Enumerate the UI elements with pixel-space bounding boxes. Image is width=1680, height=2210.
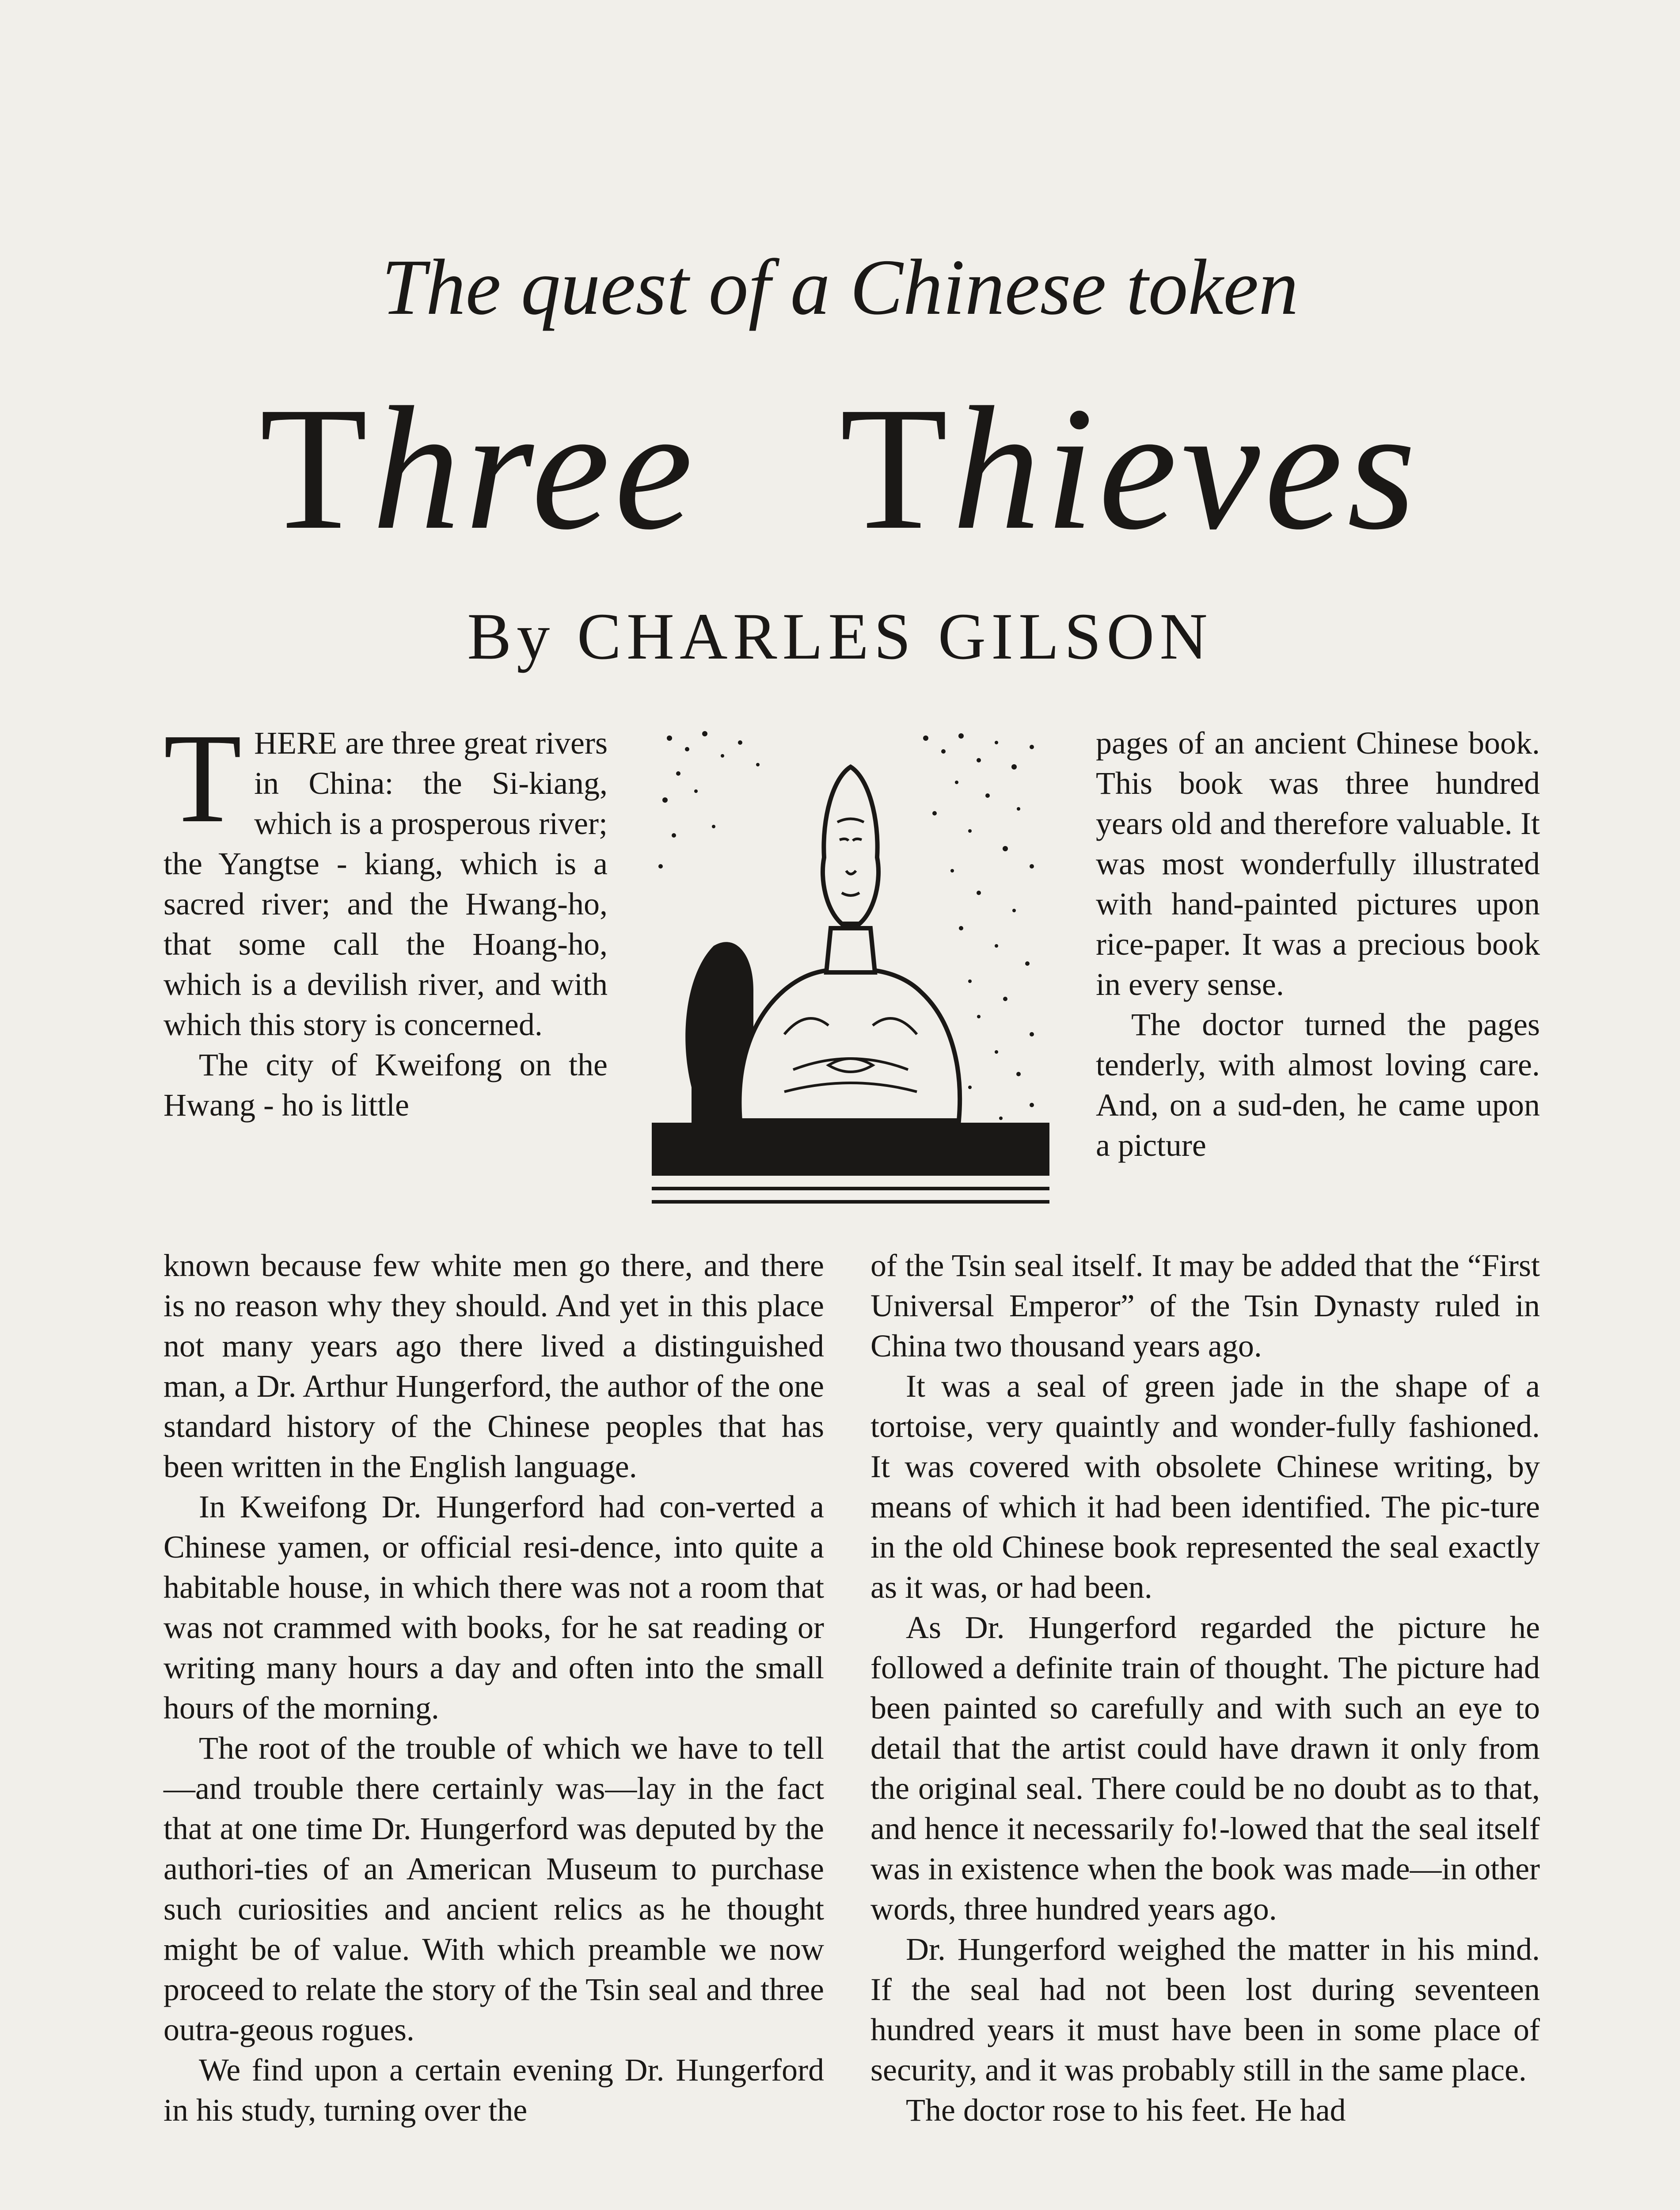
opening-text: HERE are three great rivers in China: the Si-kiang, which is a prosperous river; the Yangtse - kiang, which is a sacred river; and the Hwang-ho, that some call the Hoang-ho, which is a devilish river, and with which this story is concerned.: [163, 725, 608, 1042]
drop-cap: T: [163, 707, 242, 849]
title-word-hree: hree: [372, 370, 697, 566]
paragraph: It was a seal of green jade in the shape of a tortoise, very quaintly and wonder-fully fashioned. It was covered with obsolete Chinese writing, by means of which it had been identified. The pic-ture in the old Chinese book represented the seal exactly as it was, or had been.: [870, 1368, 1540, 1605]
paragraph: In Kweifong Dr. Hungerford had con-verted a Chinese yamen, or official resi-dence, into quite a habitable house, in which there was not a room that was not crammed with books, for he sat reading or writing many hours a day and often into the small hours of the morning.: [163, 1489, 824, 1726]
opening-paragraph: [163, 707, 608, 1045]
title-word-hieves: hieves: [952, 370, 1421, 566]
right-column-main: [870, 1246, 1540, 2130]
paragraph: of the Tsin seal itself. It may be added that the “First Universal Emperor” of the Tsin Dynasty ruled in China two thousand years ago.: [870, 1248, 1540, 1364]
paragraph: The root of the trouble of which we have to tell—and trouble there certainly was—lay in the fact that at one time Dr. Hungerford was deputed by the authori-ties of an American Museum to purchase such curiosities and ancient relics as he thought might be of value. With which preamble we now proceed to relate the story of the Tsin seal and three outra-geous rogues.: [163, 1730, 824, 2047]
paragraph: Dr. Hungerford weighed the matter in his mind. If the seal had not been lost during seventeen hundred years it must have been in some place of security, and it was probably still in the same place.: [870, 1932, 1540, 2088]
author-byline: By CHARLES GILSON: [467, 600, 1213, 673]
left-column-top: [163, 707, 608, 1125]
paragraph: The doctor rose to his feet. He had: [906, 2092, 1346, 2128]
right-column-top: [1096, 723, 1540, 1166]
paragraph: pages of an ancient Chinese book. This book was three hundred years old and therefore valuable. It was most wonderfully illustrated with hand-painted pictures upon rice-paper. It was a precious book in every sense.: [1096, 725, 1540, 1002]
kicker-subtitle: The quest of a Chinese token: [381, 243, 1299, 331]
buddha-illustration: [652, 725, 1049, 1209]
paragraph: The doctor turned the pages tenderly, with almost loving care. And, on a sud-den, he came upon a picture: [1096, 1007, 1540, 1163]
story-title: [0, 370, 1680, 566]
paragraph: known because few white men go there, and there is no reason why they should. And yet in this place not many years ago there lived a distinguished man, a Dr. Arthur Hungerford, the author of the one standard history of the Chinese peoples that has been written in the English language.: [163, 1248, 824, 1484]
paragraph: The city of Kweifong on the Hwang - ho is little: [163, 1047, 608, 1123]
title-letter-t2: T: [840, 370, 952, 566]
paragraph: We find upon a certain evening Dr. Hungerford in his study, turning over the: [163, 2052, 824, 2128]
left-column-main: [163, 1246, 824, 2130]
paragraph: As Dr. Hungerford regarded the picture he followed a definite train of thought. The picture had been painted so carefully and with such an eye to detail that the artist could have drawn it only from the original seal. There could be no doubt as to that, and hence it necessarily fo!-lowed that the seal itself was in existence when the book was made—in other words, three hundred years ago.: [870, 1610, 1540, 1927]
title-letter-t1: T: [259, 370, 372, 566]
